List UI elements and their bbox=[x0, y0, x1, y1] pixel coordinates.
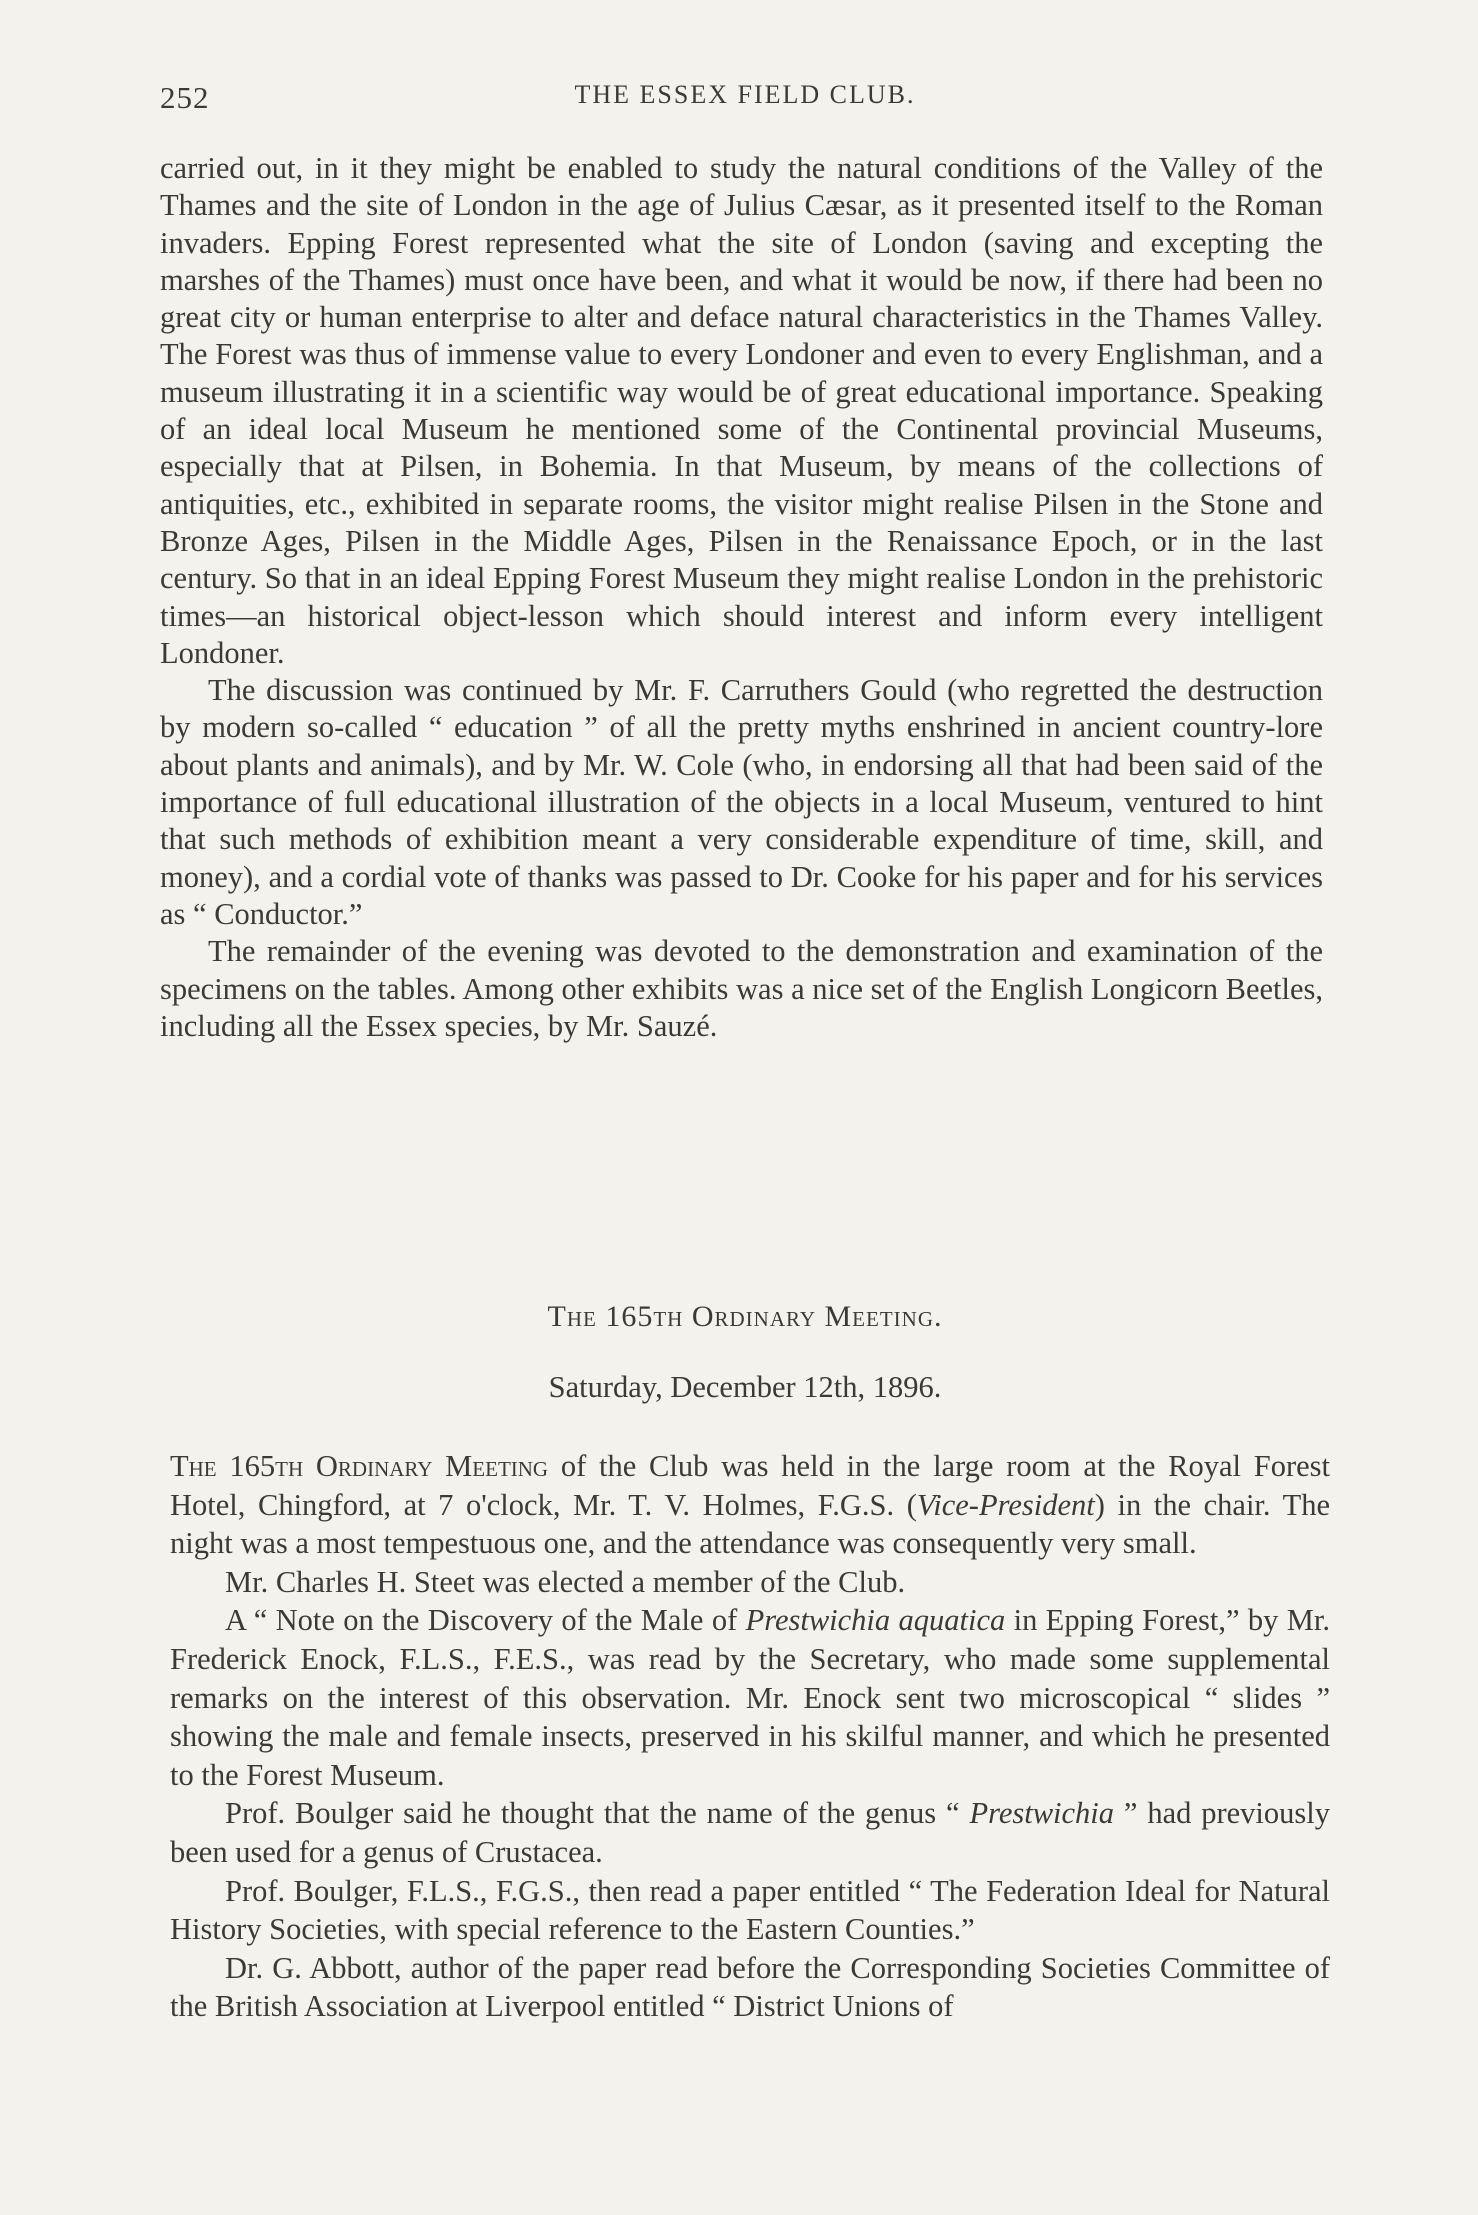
body-text bbox=[160, 150, 1323, 1045]
paragraph: Dr. G. Abbott, author of the paper read before the Corresponding Societies Committee of the British Association at Liverpool entitled “ District Unions of bbox=[170, 1950, 1330, 2024]
paragraph: Prof. Boulger, F.L.S., F.G.S., then read a paper entitled “ The Federation Ideal for Natural History Societies, with special reference to the Eastern Counties.” bbox=[170, 1873, 1330, 1947]
paragraph: Mr. Charles H. Steet was elected a member of the Club. bbox=[225, 1564, 906, 1599]
meeting-text bbox=[170, 1447, 1330, 2026]
paragraph: carried out, in it they might be enabled to study the natural conditions of the Valley of the Thames and the site of London in the age of Julius Cæsar, as it presented itself to the Roman invaders. Epping Forest represented what the site of London (saving and excepting the marshes of the Thames) must once have been, and what it would be now, if there had been no great city or human enterprise to alter and deface natural characteristics in the Thames Valley. The Forest was thus of immense value to every Londoner and even to every Englishman, and a museum illustrating it in a scientific way would be of great educational importance. Speaking of an ideal local Museum he mentioned some of the Continental provincial Museums, especially that at Pilsen, in Bohemia. In that Museum, by means of the collections of antiquities, etc., exhibited in separate rooms, the visitor might realise Pilsen in the Stone and Bronze Ages, Pilsen in the Middle Ages, Pilsen in the Renaissance Epoch, or in the last century. So that in an ideal Epping Forest Museum they might realise London in the prehistoric times—an historical object-lesson which should interest and inform every intelligent Londoner. bbox=[160, 151, 1323, 670]
meeting-lead: The 165th Ordinary Meeting bbox=[170, 1449, 549, 1483]
section-title: The 165th Ordinary Meeting. bbox=[547, 1300, 943, 1333]
page-header bbox=[160, 80, 1330, 120]
paragraph: The discussion was continued by Mr. F. Carruthers Gould (who regretted the destruction by modern so-called “ education ” of all the pretty myths enshrined in ancient country-lore about plants and animals), and by Mr. W. Cole (who, in endorsing all that had been said of the importance of full educational illustration of the objects in a local Museum, ventured to hint that such methods of exhibition meant a very considerable expenditure of time, skill, and money), and a cordial vote of thanks was passed to Dr. Cooke for his paper and for his services as “ Conductor.” bbox=[160, 673, 1323, 931]
section-date: Saturday, December 12th, 1896. bbox=[548, 1370, 942, 1404]
paragraph: The remainder of the evening was devoted to the demonstration and examination of the specimens on the tables. Among other exhibits was a nice set of the English Longicorn Beetles, including all the Essex species, by Mr. Sauzé. bbox=[160, 934, 1323, 1043]
paragraph: A “ Note on the Discovery of the Male of Prestwichia aquatica in Epping Forest,” by Mr. Frederick Enock, F.L.S., F.E.S., was read by the Secretary, who made some supplemental remarks on the interest of this observation. Mr. Enock sent two microscopical “ slides ” showing the male and female insects, preserved in his skilful manner, and which he presented to the Forest Museum. bbox=[170, 1603, 1330, 1792]
page-number: 252 bbox=[160, 80, 210, 115]
running-head: THE ESSEX FIELD CLUB. bbox=[574, 80, 916, 109]
paragraph: The 165th Ordinary Meeting of the Club was held in the large room at the Royal Forest Hotel, Chingford, at 7 o'clock, Mr. T. V. Holmes, F.G.S. (Vice-President) in the chair. The night was a most tempestuous one, and the attendance was consequently very small. bbox=[170, 1449, 1330, 1561]
paragraph: Prof. Boulger said he thought that the name of the genus “ Prestwichia ” had previously been used for a genus of Crustacea. bbox=[170, 1796, 1330, 1869]
